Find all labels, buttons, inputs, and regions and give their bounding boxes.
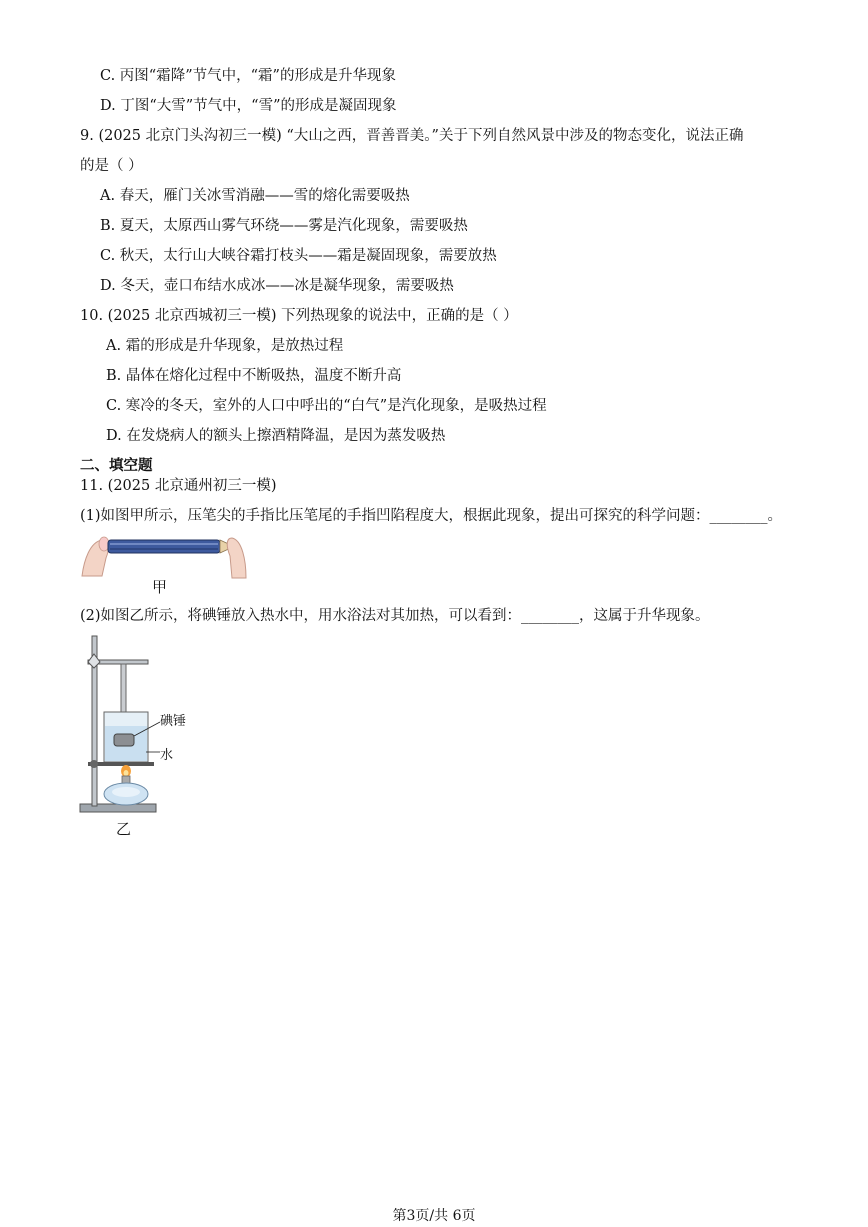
option-c-q8: C. 丙图“霜降”节气中，“霜”的形成是升华现象 (100, 68, 396, 84)
option-a-q10: A. 霜的形成是升华现象，是放热过程 (106, 338, 344, 354)
option-d-q9: D. 冬天，壶口布结水成冰——冰是凝华现象，需要吸热 (100, 278, 454, 294)
figure-yi-caption: 乙 (116, 820, 132, 838)
option-d-q8: D. 丁图“大雪”节气中，“雪”的形成是凝固现象 (100, 98, 397, 114)
option-b-q9: B. 夏天，太原西山雾气环绕——雾是汽化现象，需要吸热 (100, 218, 468, 234)
question-9-stem-cont: 的是（ ） (80, 158, 143, 174)
question-11-part1: (1)如图甲所示，压笔尖的手指比压笔尾的手指凹陷程度大，根据此现象，提出可探究的科学问题：________。 (80, 508, 783, 524)
figure-jia (80, 530, 250, 596)
question-11-stem: 11. (2025 北京通州初三一模) (80, 478, 277, 494)
option-a-q9: A. 春天，雁门关冰雪消融——雪的熔化需要吸热 (100, 188, 410, 204)
figure-jia-caption: 甲 (152, 578, 168, 596)
question-11-part2: (2)如图乙所示，将碘锤放入热水中，用水浴法对其加热，可以看到：________，这属于升华现象。 (80, 608, 710, 624)
label-iodine-hammer: 碘锤 (160, 714, 187, 729)
option-b-q10: B. 晶体在熔化过程中不断吸热，温度不断升高 (106, 368, 402, 384)
figure-yi (78, 634, 198, 838)
label-water: 水 (160, 748, 174, 763)
section-heading: 二、填空题 (80, 458, 153, 474)
option-c-q10: C. 寒冷的冬天，室外的人口中呼出的“白气”是汽化现象，是吸热过程 (106, 398, 547, 414)
option-d-q10: D. 在发烧病人的额头上擦酒精降温，是因为蒸发吸热 (106, 428, 446, 444)
question-9-stem: 9. (2025 北京门头沟初三一模) “大山之西，晋善晋美。”关于下列自然风景中涉及的物态变化，说法正确 (80, 128, 744, 144)
option-c-q9: C. 秋天，太行山大峡谷霜打枝头——霜是凝固现象，需要放热 (100, 248, 497, 264)
question-10-stem: 10. (2025 北京西城初三一模) 下列热现象的说法中，正确的是（ ） (80, 308, 518, 324)
page-footer: 第3页/共 6页 (392, 1208, 476, 1224)
